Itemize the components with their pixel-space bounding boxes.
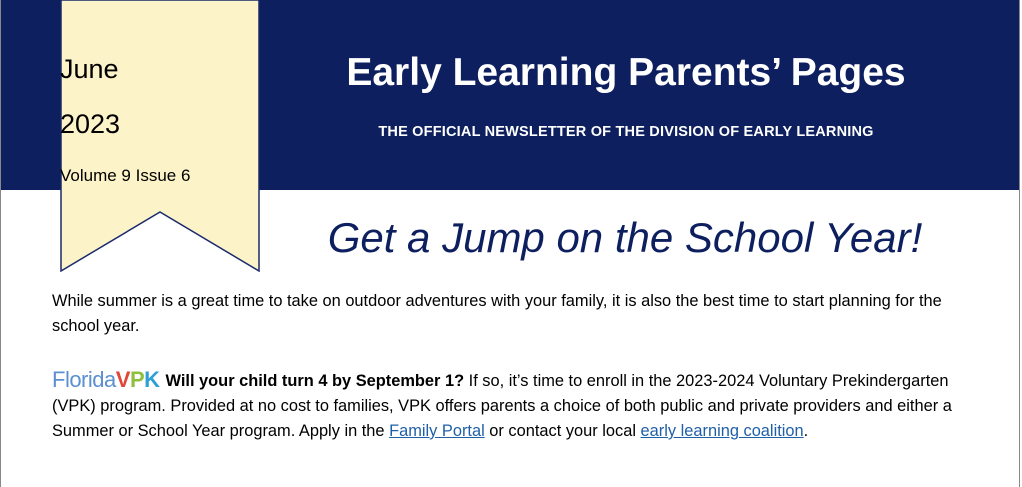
issue-year: 2023 bbox=[60, 109, 121, 139]
issue-month: June bbox=[60, 54, 119, 84]
early-learning-coalition-link[interactable]: early learning coalition bbox=[640, 422, 804, 440]
newsletter-subtitle: THE OFFICIAL NEWSLETTER OF THE DIVISION OF EARLY LEARNING bbox=[378, 124, 874, 140]
florida-vpk-logo: FloridaVPK bbox=[52, 367, 160, 392]
vpk-question: Will your child turn 4 by September 1? bbox=[165, 372, 465, 390]
newsletter-title: Early Learning Parents’ Pages bbox=[346, 51, 906, 94]
vpk-text-1: If so, it’s time to enroll in the 2023-2024 Voluntary Prekindergarten (VPK) program. Provided at no cost to families, VPK offers parents a choice of both public and private providers and either a Summer or School Year program. Apply in the bbox=[52, 372, 952, 440]
article-headline: Get a Jump on the School Year! bbox=[327, 214, 923, 261]
issue-volume: Volume 9 Issue 6 bbox=[60, 166, 191, 185]
vpk-text-2: or contact your local bbox=[484, 422, 641, 440]
vpk-text-3: . bbox=[803, 422, 809, 440]
vpk-paragraph bbox=[52, 367, 962, 444]
date-ribbon bbox=[60, 0, 260, 272]
family-portal-link[interactable]: Family Portal bbox=[389, 422, 485, 440]
intro-paragraph: While summer is a great time to take on outdoor adventures with your family, it is also the best time to start planning for the school year. bbox=[52, 292, 942, 335]
